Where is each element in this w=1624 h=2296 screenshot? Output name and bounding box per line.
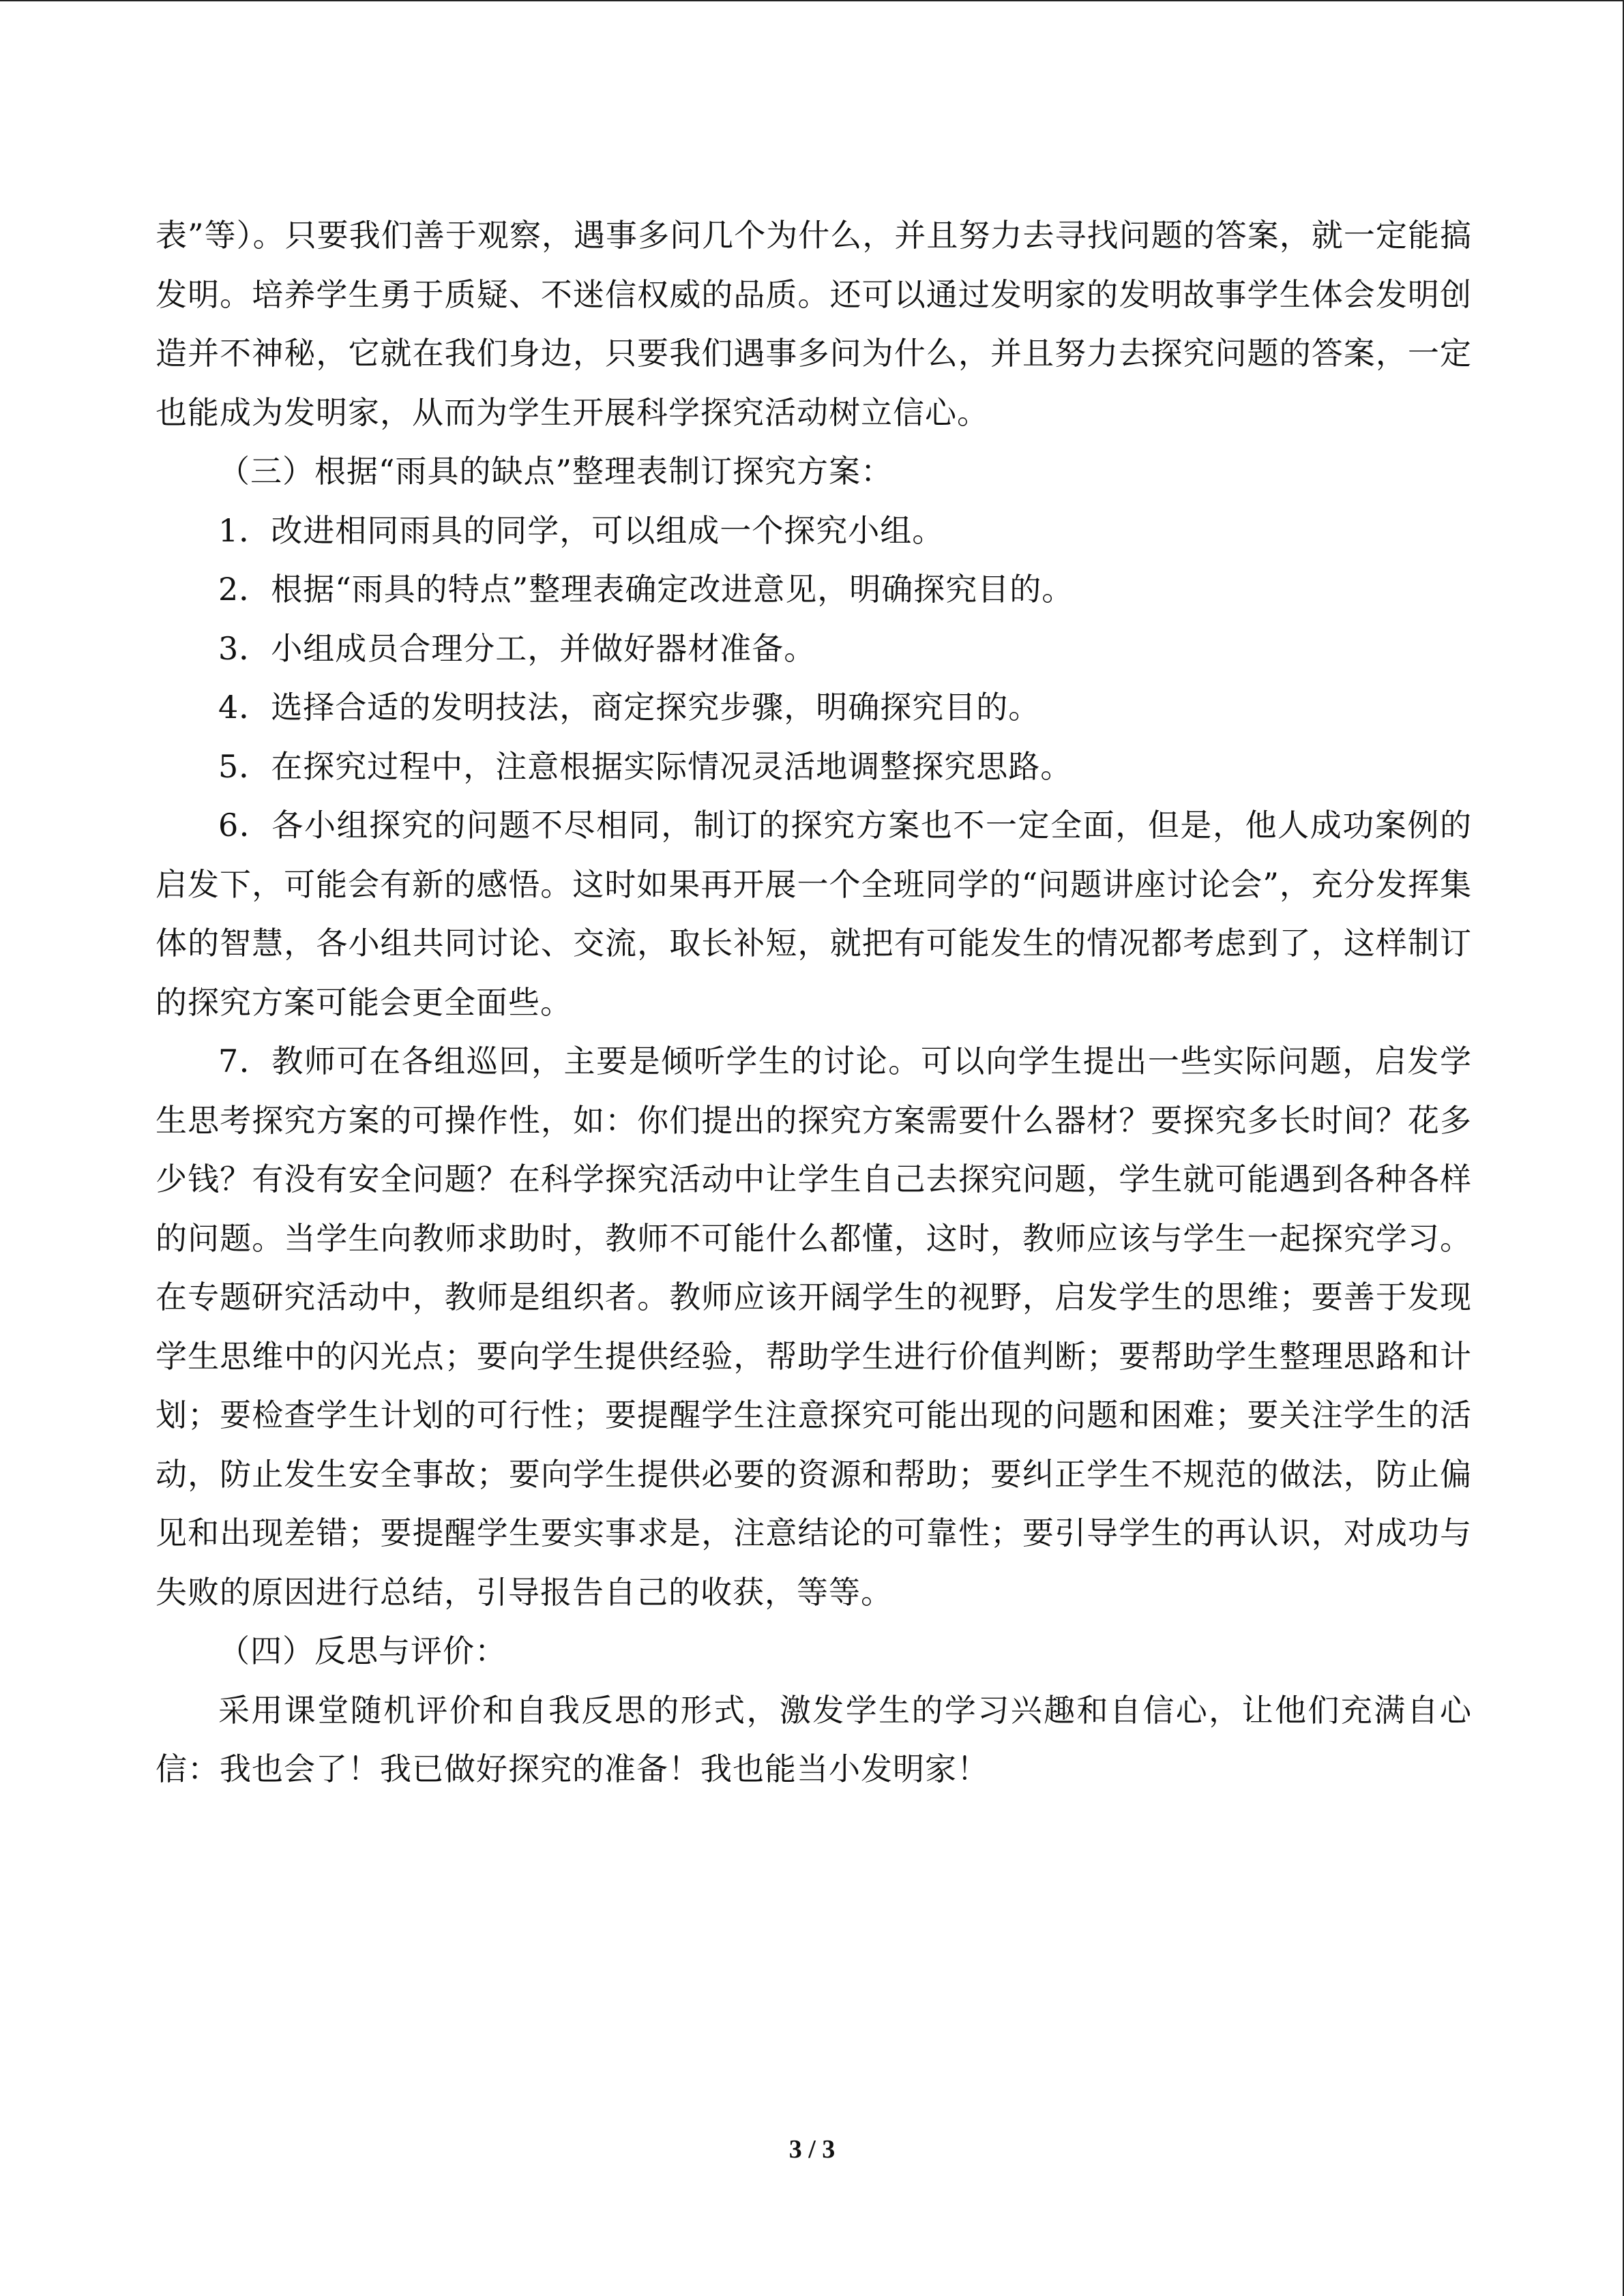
- section-heading-four: （四）反思与评价：: [218, 1632, 507, 1669]
- list-item-5: 5．在探究过程中，注意根据实际情况灵活地调整探究思路。: [218, 747, 1073, 785]
- list-item-6: 6．各小组探究的问题不尽相同，制订的探究方案也不一定全面，但是，他人成功案例的启发下，可能会有新的感悟。这时如果再开展一个全班同学的“问题讲座讨论会”，充分发挥集体的智慧，各小组共同讨论、交流，取长补短，就把有可能发生的情况都考虑到了，这样制订的探究方案可能会更全面些。: [156, 807, 1472, 1021]
- section-heading-three: （三）根据“雨具的缺点”整理表制订探究方案：: [218, 453, 894, 490]
- list-item-2: 2．根据“雨具的特点”整理表确定改进意见，明确探究目的。: [218, 571, 1074, 608]
- list-item-1: 1．改进相同雨具的同学，可以组成一个探究小组。: [218, 511, 945, 549]
- paragraph-continued-intro: 表”等）。只要我们善于观察，遇事多问几个为什么，并且努力去寻找问题的答案，就一定能搞发明。培养学生勇于质疑、不迷信权威的品质。还可以通过发明家的发明故事学生体会发明创造并不神秘，它就在我们身边，只要我们遇事多问为什么，并且努力去探究问题的答案，一定也能成为发明家，从而为学生开展科学探究活动树立信心。: [156, 217, 1472, 431]
- paragraph-reflection: 采用课堂随机评价和自我反思的形式，激发学生的学习兴趣和自信心，让他们充满自心信：我也会了！我已做好探究的准备！我也能当小发明家！: [156, 1691, 1472, 1787]
- list-item-3: 3．小组成员合理分工，并做好器材准备。: [218, 629, 816, 667]
- list-item-7: 7．教师可在各组巡回，主要是倾听学生的讨论。可以向学生提出一些实际问题，启发学生思考探究方案的可操作性，如：你们提出的探究方案需要什么器材？要探究多长时间？花多少钱？有没有安全问题？在科学探究活动中让学生自己去探究问题，学生就可能遇到各种各样的问题。当学生向教师求助时，教师不可能什么都懂，这时，教师应该与学生一起探究学习。在专题研究活动中，教师是组织者。教师应该开阔学生的视野，启发学生的思维；要善于发现学生思维中的闪光点；要向学生提供经验，帮助学生进行价值判断；要帮助学生整理思路和计划；要检查学生计划的可行性；要提醒学生注意探究可能出现的问题和困难；要关注学生的活动，防止发生安全事故；要向学生提供必要的资源和帮助；要纠正学生不规范的做法，防止偏见和出现差错；要提醒学生要实事求是，注意结论的可靠性；要引导学生的再认识，对成功与失败的原因进行总结，引导报告自己的收获，等等。: [156, 1043, 1472, 1611]
- document-body: [156, 206, 1472, 1799]
- page-number: 3 / 3: [788, 2135, 836, 2164]
- list-item-4: 4．选择合适的发明技法，商定探究步骤，明确探究目的。: [218, 689, 1041, 726]
